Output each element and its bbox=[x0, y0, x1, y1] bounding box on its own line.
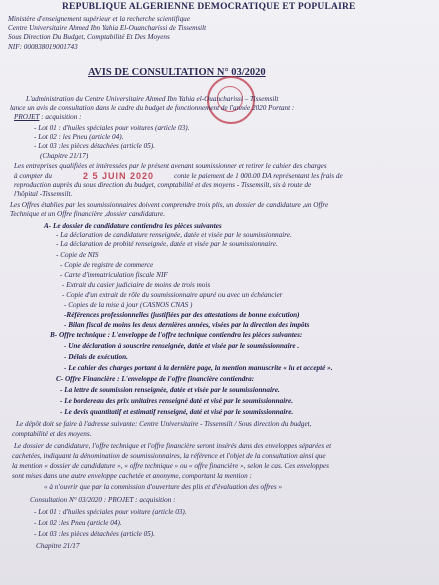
projet-label: PROJET bbox=[14, 113, 40, 121]
ministry-line: Ministère d'enseignement supérieur et la recherche scientifique bbox=[8, 15, 190, 23]
lot-item: - Lot 03 :les pièces détachées (article 05). bbox=[34, 142, 155, 150]
section-a-item: - La déclaration de probité renseignée, datée et visée par le soumissionnaire. bbox=[56, 240, 278, 248]
lot-item: - Lot 02 : les Pneu (article 04). bbox=[34, 133, 124, 141]
section-b-item: - Le cahier des charges portant à la dernière page, la mention manuscrite « lu et accepté ». bbox=[64, 364, 333, 372]
document-title: AVIS DE CONSULTATION N° 03/2020 bbox=[88, 67, 266, 78]
centre-line: Centre Universitaire Ahmed Ibn Yahia El-Ouancharissi de Tissemsilt bbox=[8, 24, 207, 32]
para1-line-1: Les entreprises qualifiées et intéressées par le présent avenant soumissionner et retirer le cahier des charges bbox=[14, 162, 327, 170]
chapter-line: (Chapitre 21/17) bbox=[40, 152, 89, 160]
section-a-item: - Copie d'un extrait de rôle du soumissionnaire apuré ou avec un échéancier bbox=[62, 291, 283, 299]
para2-line-1: Les Offres établies par les soumissionnaires doivent comprendre trois plis, un dossier de candidature ,un Offre bbox=[10, 201, 329, 209]
section-b-item: - Une déclaration à souscrire renseignée, datée et visée par le soumissionnaire . bbox=[64, 342, 300, 350]
para3-line: sont mises dans une autre enveloppe cachetée et anonyme, comportant la mention : bbox=[12, 472, 252, 480]
section-a-item: - Extrait du casier judiciaire de moins de trois mois bbox=[62, 281, 211, 289]
projet-text: : acquisition : bbox=[41, 113, 82, 121]
para1-line-2: à compter du bbox=[14, 172, 52, 180]
para3-line: Le dossier de candidature, l'offre technique et l'offre financière seront insérés dans des enveloppes séparées et bbox=[14, 442, 332, 450]
date-stamp: 2 5 JUIN 2020 bbox=[83, 171, 155, 181]
projet-line bbox=[14, 113, 82, 122]
section-a-item: - La déclaration de candidature renseignée, datée et visée par le soumissionnaire. bbox=[56, 231, 292, 239]
section-a-item: -Références professionnelles (justifiées par des attestations de bonne exécution) bbox=[64, 311, 300, 319]
footer-chapter: Chapitre 21/17 bbox=[36, 542, 80, 550]
section-c-item: - Le devis quantitatif et estimatif renseigné, daté et visé par le soumissionnaire. bbox=[60, 408, 294, 416]
section-c-item: - La lettre de soumission renseignée, datée et visée par le soumissionnaire. bbox=[60, 386, 280, 394]
intro-line-2: lance un avis de consultation dans le cadre du budget de fonctionnement de l'année 2020 Portant : bbox=[10, 104, 295, 112]
para1-line-3: reproduction auprès du sous direction du budget, comptabilité et des moyens - Tissemsilt, sis à route de bbox=[14, 181, 312, 189]
para3-line: « à n'ouvrir que par la commission d'ouverture des plis et d'évaluation des offres » bbox=[44, 483, 283, 491]
para3-line: Le dépôt doit se faire à l'adresse suivante: Centre Universitaire - Tissemsilt / Sous direction du budget, bbox=[16, 420, 312, 428]
section-b-heading: B- Offre technique : L'enveloppe de l'offre technique contiendra les pièces suivantes: bbox=[50, 331, 303, 339]
para3-line: la mention « dossier de candidature », « offre technique » ou « offre financière », selon le cas. Ces enveloppes bbox=[12, 462, 329, 470]
para2-line-2: Technique et un Offre financière ,dossier candidature. bbox=[10, 210, 166, 218]
footer-consultation: Consultation N° 03/2020 : PROJET : acquisition : bbox=[30, 496, 176, 504]
section-c-item: - Le bordereau des prix unitaires renseigné daté et visé par le soumissionnaire. bbox=[60, 397, 293, 405]
section-b-item: - Délais de exécution. bbox=[64, 353, 128, 361]
section-c-heading: C- Offre Financière : L'enveloppe de l'offre financière contiendra: bbox=[56, 375, 255, 383]
para3-line: cachetées, indiquant la dénomination de soumissionnaires, la référence et l'objet de la consultation ainsi que bbox=[12, 452, 326, 460]
section-a-item: - Bilan fiscal de moins les deux dernières années, visées par la direction des impôts bbox=[64, 321, 310, 329]
intro-line-1: L'administration du Centre Universitaire Ahmed Ibn Yahia el-Ouancharissi – Tissemsilt bbox=[26, 95, 279, 103]
section-a-item: - Copies de la mise à jour (CASNOS CNAS ) bbox=[64, 301, 193, 309]
footer-lot-item: - Lot 03 :les pièces détachées (article 05). bbox=[34, 530, 155, 538]
lot-item: - Lot 01 : d'huiles spéciales pour voitures (article 03). bbox=[34, 124, 190, 132]
section-a-item: - Copie de registre de commerce bbox=[60, 261, 154, 269]
direction-line: Sous Direction Du Budget, Comptabilité Et Des Moyens bbox=[8, 33, 170, 41]
republic-heading: REPUBLIQUE ALGERIENNE DEMOCRATIQUE ET POPULAIRE bbox=[62, 2, 356, 12]
section-a-item: - Carte d'immatriculation fiscale NIF bbox=[60, 271, 168, 279]
section-a-heading: A- Le dossier de candidature contiendra les pièces suivantes bbox=[44, 222, 222, 230]
nif-line: NIF: 000838019001743 bbox=[8, 43, 78, 51]
footer-lot-item: - Lot 01 : d'huiles spéciales pour voiture (article 03). bbox=[34, 508, 187, 516]
para1-line-2b: conte le paiement de 1 000.00 DA représentant les frais de bbox=[174, 172, 343, 180]
footer-lot-item: - Lot 02 :les Pneu (article 04). bbox=[34, 519, 122, 527]
para1-line-4: l'hôpital -Tissemsilt. bbox=[14, 190, 73, 198]
section-a-item: - Copie de NIS bbox=[56, 251, 99, 259]
para3-line: comptabilité et des moyens. bbox=[12, 430, 92, 438]
